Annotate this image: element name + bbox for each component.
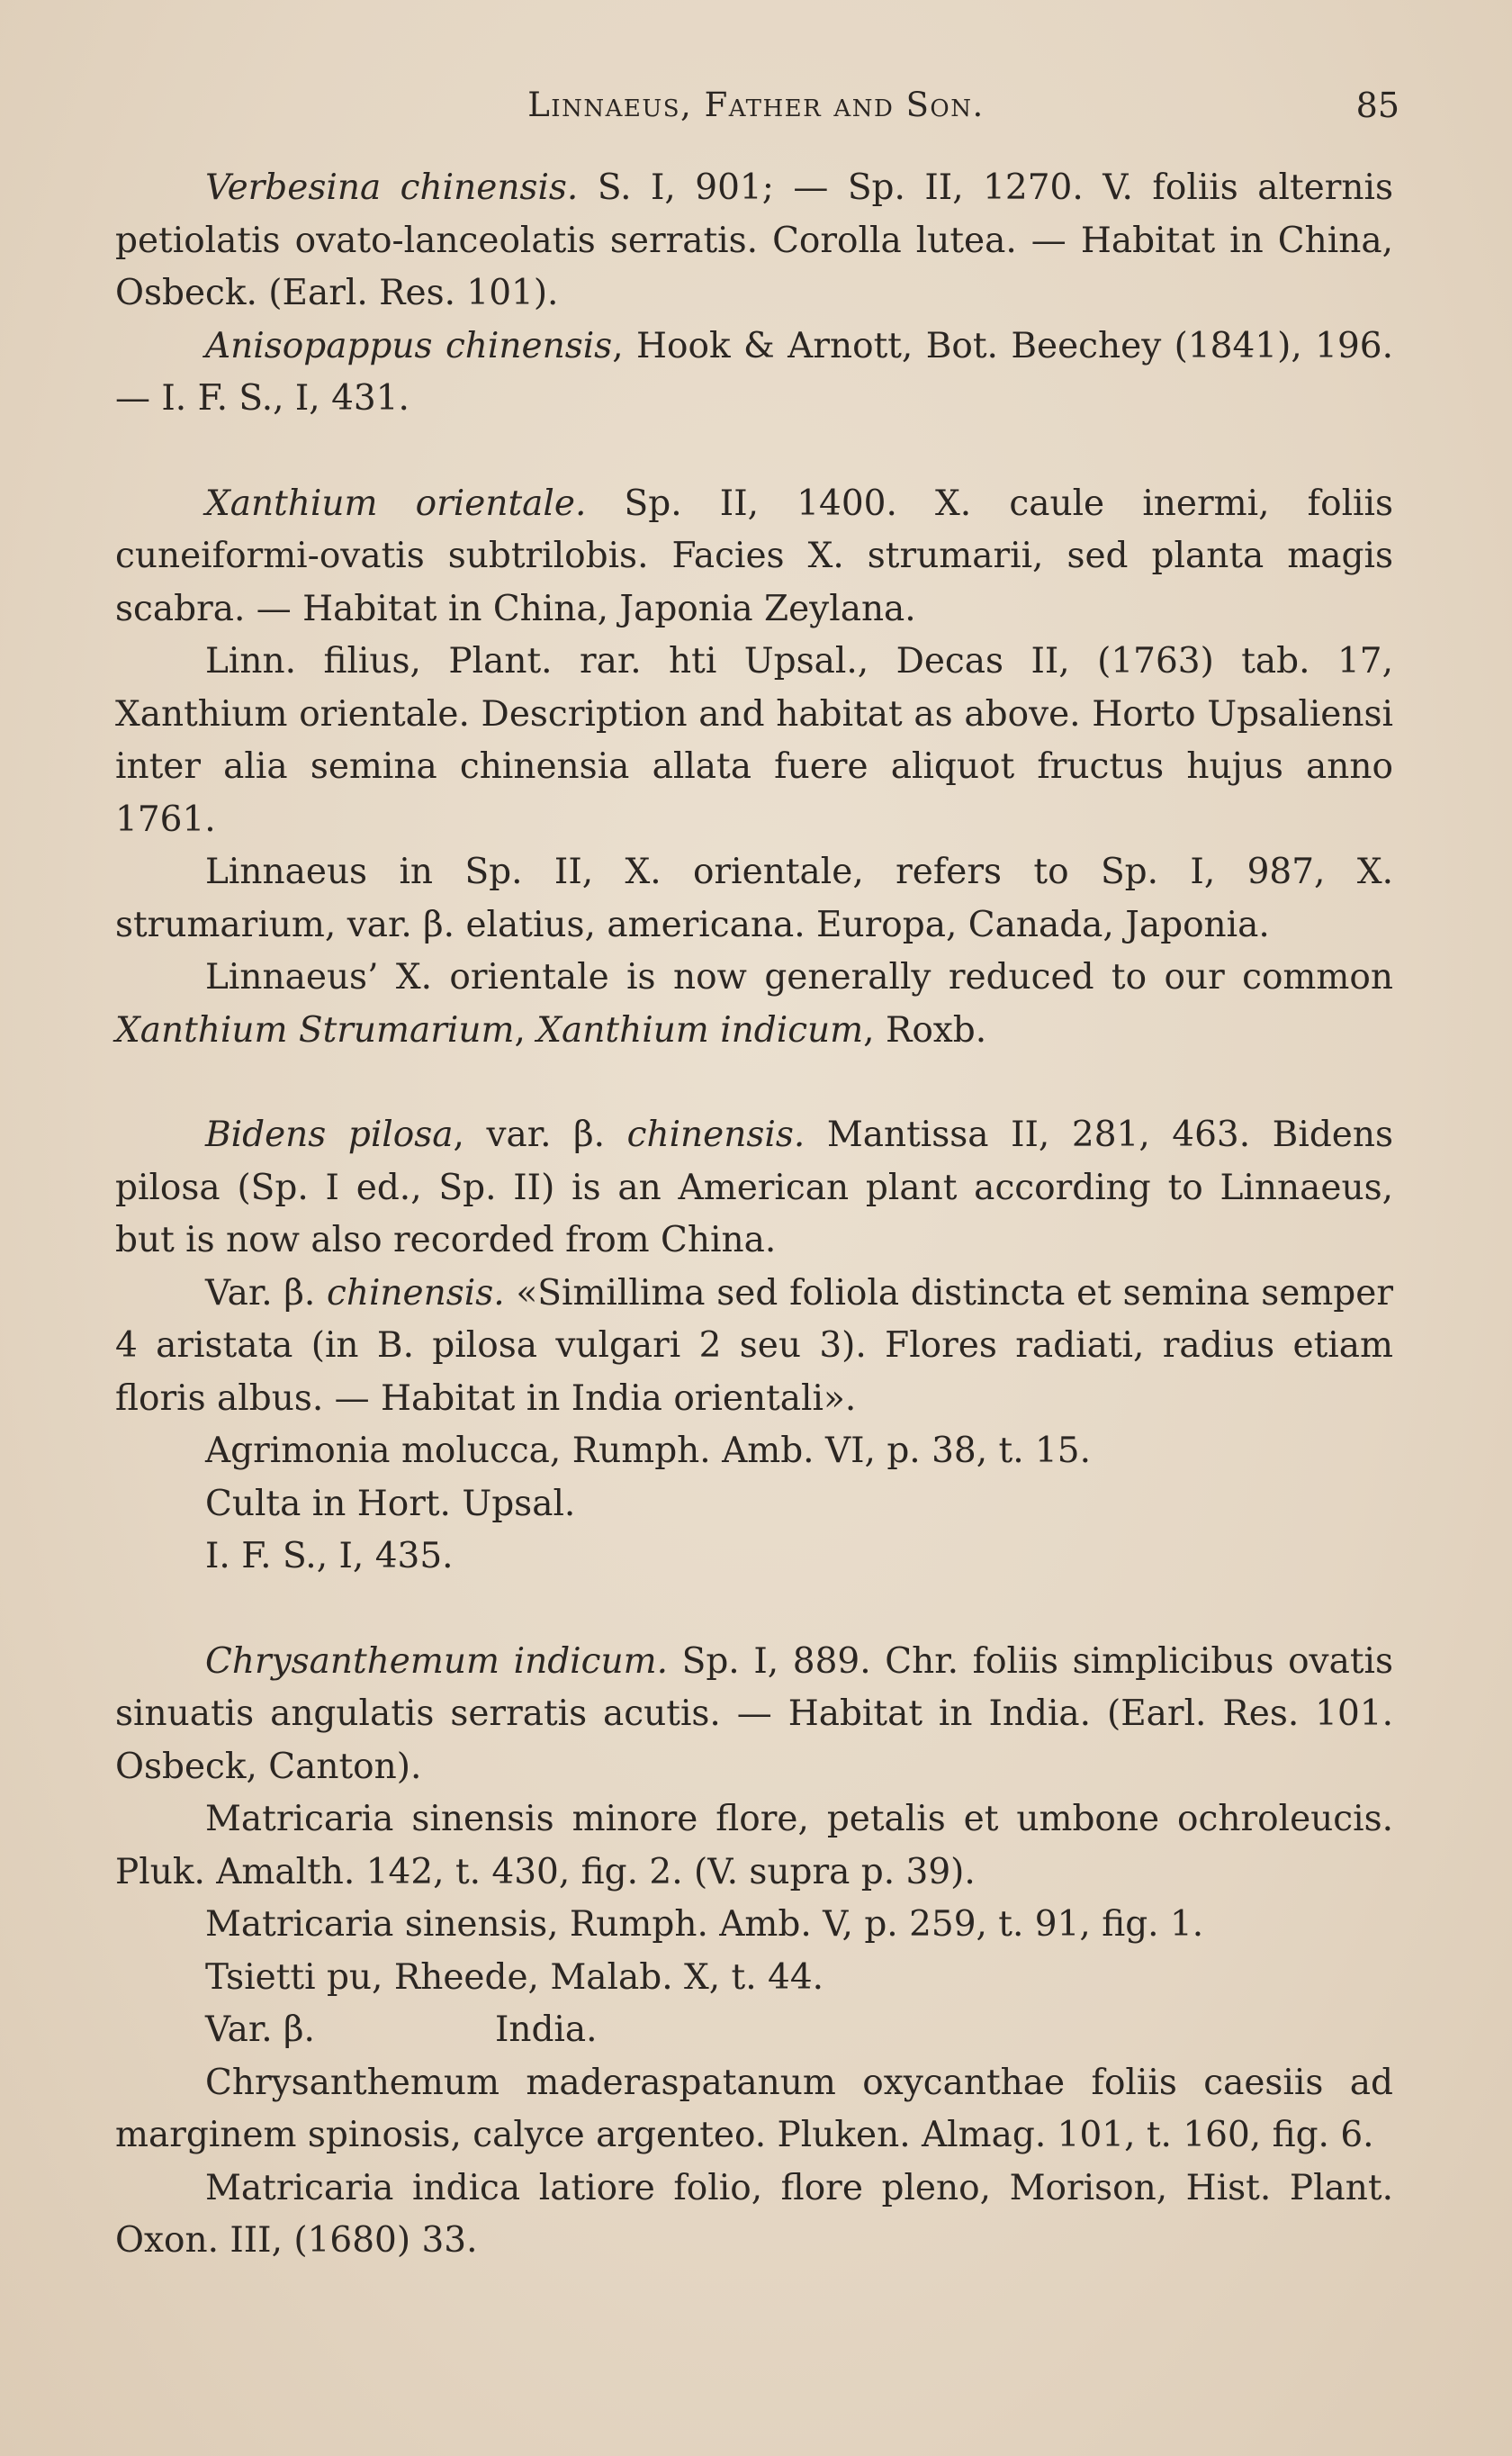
running-title: Linnaeus, Father and Son.: [527, 86, 985, 124]
entry-paragraph: Linn. filius, Plant. rar. hti Upsal., Decas II, (1763) tab. 17, Xanthium orientale. Description and habitat as above. Horto Upsaliensi inter alia semina chinensia allata fuere aliquot fructus hujus anno 1761.: [115, 641, 1393, 840]
variety-name: chinensis.: [626, 1115, 806, 1155]
species-name: Xanthium orientale.: [205, 483, 587, 524]
entry-text: Linnaeus’ X. orientale is now generally reduced to our common: [205, 957, 1393, 998]
entry-text: Sp. II, 1400. X. caule inermi, foliis cuneiformi-ovatis subtrilobis. Facies X. strumarii, sed planta magis scabra. — Habitat in China, Japonia Zeylana.: [115, 483, 1394, 629]
entry-text: , var. β.: [453, 1115, 627, 1155]
entry-paragraph: [115, 1268, 1393, 1426]
entry-chrysanthemum: [115, 1636, 1393, 2268]
species-name: Xanthium indicum: [536, 1009, 864, 1051]
entry-bidens: [115, 1109, 1393, 1584]
entry-paragraph: [115, 952, 1393, 1057]
entry-text: «Simillima sed foliola distincta et semina semper 4 aristata (in B. pilosa vulgari 2 seu 3). Flores radiati, radius etiam floris albus. — Habitat in India orientali».: [115, 1272, 1393, 1419]
entry-paragraph: Chrysanthemum maderaspatanum oxycanthae foliis caesiis ad marginem spinosis, calyce argenteo. Pluken. Almag. 101, t. 160, fig. 6.: [115, 2062, 1393, 2155]
entry-text: , Roxb.: [863, 1009, 987, 1051]
species-name: Chrysanthemum indicum.: [205, 1640, 668, 1682]
variety-line: [115, 2004, 1393, 2057]
species-name: Verbesina chinensis.: [205, 167, 579, 208]
entry-paragraph: [115, 478, 1393, 637]
entry-text: ,: [514, 1009, 537, 1051]
entry-paragraph: Agrimonia molucca, Rumph. Amb. VI, p. 38, t. 15.: [205, 1431, 1092, 1471]
variety-name: chinensis.: [327, 1272, 505, 1314]
entry-paragraph: Culta in Hort. Upsal.: [205, 1483, 576, 1524]
entry-text: Sp. I, 889. Chr. foliis simplicibus ovatis sinuatis angulatis serratis acutis. — Habitat in India. (Earl. Res. 101. Osbeck, Canton).: [115, 1640, 1393, 1787]
entry-paragraph: [115, 162, 1393, 321]
entry-verbesina: [115, 162, 1393, 426]
variety-place: India.: [494, 2009, 598, 2050]
entry-text: S. I, 901; — Sp. II, 1270. V. foliis alternis petiolatis ovato-lanceolatis serratis. Corolla lutea. — Habitat in China, Osbeck. (Earl. Res. 101).: [115, 167, 1393, 313]
entry-paragraph: Tsietti pu, Rheede, Malab. X, t. 44.: [205, 1956, 824, 1998]
synonym-paragraph: [115, 321, 1393, 426]
entry-text: Mantissa II, 281, 463. Bidens pilosa (Sp. I ed., Sp. II) is an American plant according to Linnaeus, but is now also recorded from China.: [115, 1115, 1393, 1260]
species-name: Bidens pilosa: [205, 1115, 454, 1155]
entry-paragraph: Matricaria indica latiore folio, flore pleno, Morison, Hist. Plant. Oxon. III, (1680) 33.: [115, 2167, 1393, 2261]
page-number: 85: [1355, 86, 1400, 125]
page-header: [112, 86, 1400, 132]
species-name: Xanthium Strumarium: [115, 1009, 515, 1051]
synonym-name: Anisopappus chinensis: [205, 325, 613, 366]
entry-paragraph: Matricaria sinensis, Rumph. Amb. V, p. 259, t. 91, fig. 1.: [205, 1904, 1204, 1945]
entry-paragraph: [115, 1109, 1393, 1268]
entry-paragraph: I. F. S., I, 435.: [205, 1536, 454, 1576]
entry-paragraph: Matricaria sinensis minore flore, petalis et umbone ochroleucis. Pluk. Amalth. 142, t. 430, fig. 2. (V. supra p. 39).: [115, 1799, 1393, 1892]
entry-paragraph: [115, 1636, 1393, 1794]
synonym-text: , Hook & Arnott, Bot. Beechey (1841), 196. — I. F. S., I, 431.: [115, 325, 1393, 419]
variety-label: Var. β.: [205, 2009, 315, 2050]
page-body: [115, 162, 1393, 2268]
variety-label: Var. β.: [205, 1272, 327, 1314]
entry-paragraph: Linnaeus in Sp. II, X. orientale, refers to Sp. I, 987, X. strumarium, var. β. elatius, americana. Europa, Canada, Japonia.: [115, 852, 1393, 945]
entry-xanthium: [115, 478, 1393, 1058]
